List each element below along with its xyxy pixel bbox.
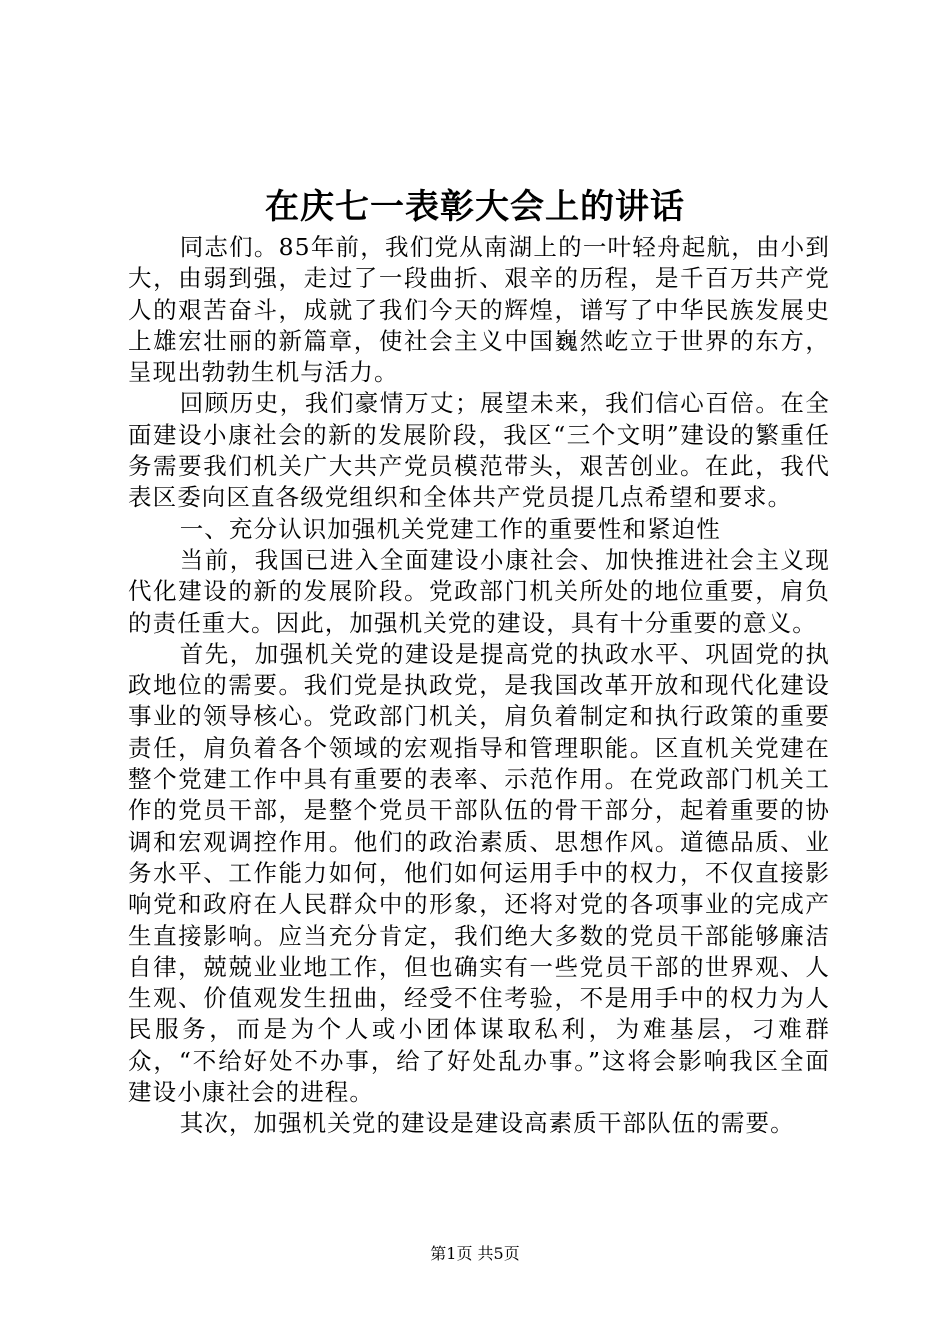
paragraph-second-point: 其次，加强机关党的建设是建设高素质干部队伍的需要。 xyxy=(179,1109,795,1138)
section-heading-1: 一、充分认识加强机关党建工作的重要性和紧迫性 xyxy=(179,514,721,543)
document-body xyxy=(128,232,830,1140)
page-footer: 第1页 共5页 xyxy=(430,1244,520,1263)
paragraph-current-stage: 当前，我国已进入全面建设小康社会、加快推进社会主义现代化建设的新的发展阶段。党政部门机关所处的地位重要，肩负的责任重大。因此，加强机关党的建设，具有十分重要的意义。 xyxy=(128,545,830,637)
paragraph-greeting: 同志们。85年前，我们党从南湖上的一叶轻舟起航，由小到大，由弱到强，走过了一段曲折、艰辛的历程，是千百万共产党人的艰苦奋斗，成就了我们今天的辉煌，谱写了中华民族发展史上雄宏壮丽的新篇章，使社会主义中国巍然屹立于世界的东方，呈现出勃勃生机与活力。 xyxy=(128,233,830,387)
paragraph-first-point: 首先，加强机关党的建设是提高党的执政水平、巩固党的执政地位的需要。我们党是执政党，是我国改革开放和现代化建设事业的领导核心。党政部门机关，肩负着制定和执行政策的重要责任，肩负着各个领域的宏观指导和管理职能。区直机关党建在整个党建工作中具有重要的表率、示范作用。在党政部门机关工作的党员干部，是整个党员干部队伍的骨干部分，起着重要的协调和宏观调控作用。他们的政治素质、思想作风。道德品质、业务水平、工作能力如何，他们如何运用手中的权力，不仅直接影响党和政府在人民群众中的形象，还将对党的各项事业的完成产生直接影响。应当充分肯定，我们绝大多数的党员干部能够廉洁自律，兢兢业业地工作，但也确实有一些党员干部的世界观、人生观、价值观发生扭曲，经受不住考验，不是用手中的权力为人民服务，而是为个人或小团体谋取私利，为难基层，刁难群众，“不给好处不办事，给了好处乱办事。”这将会影响我区全面建设小康社会的进程。 xyxy=(128,639,830,1107)
paragraph-review-history: 回顾历史，我们豪情万丈；展望未来，我们信心百倍。在全面建设小康社会的新的发展阶段，我区“三个文明”建设的繁重任务需要我们机关广大共产党员模范带头，艰苦创业。在此，我代表区委向区直各级党组织和全体共产党员提几点希望和要求。 xyxy=(128,389,830,512)
document-title: 在庆七一表彰大会上的讲话 xyxy=(265,187,685,227)
